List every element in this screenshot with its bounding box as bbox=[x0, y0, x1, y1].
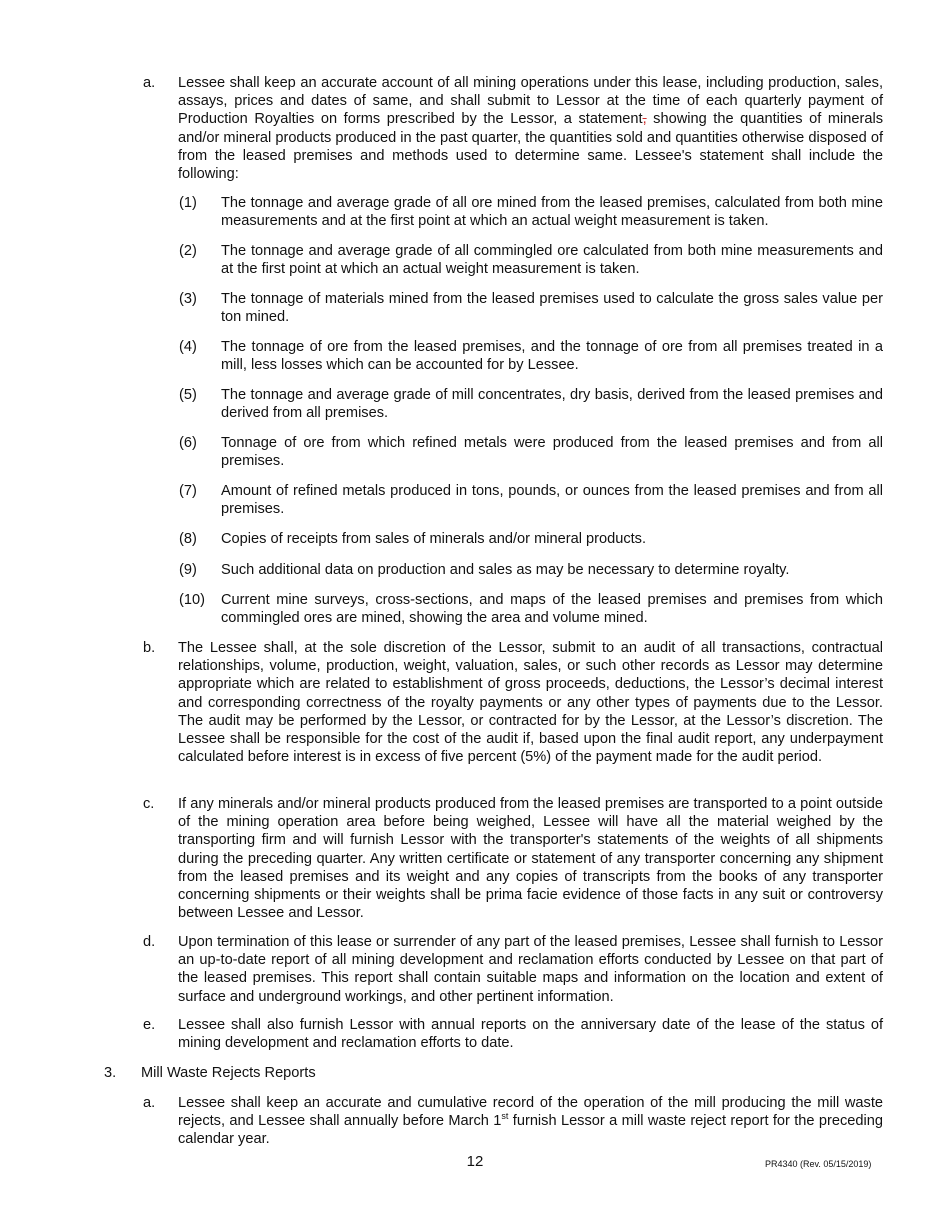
subitem-text: Tonnage of ore from which refined metals were produced from the leased premises and from all premises. bbox=[221, 435, 883, 470]
item-label-e: e. bbox=[143, 1017, 156, 1033]
section-number: 3. bbox=[104, 1065, 117, 1081]
subitem-text: The tonnage of materials mined from the leased premises used to calculate the gross sales value per ton mined. bbox=[221, 291, 883, 326]
paragraph-d: Upon termination of this lease or surrender of any part of the leased premises, Lessee shall furnish to Lessor an up-to-date report of all mining development and reclamation efforts conducted by Lessee on that part of the leased premises. This report shall contain suitable maps and information on the location and extent of surface and underground workings, and other pertinent information. bbox=[178, 934, 883, 1005]
paragraph-a-text-2: showing the quantities of minerals and/or mineral products produced in the past quarter, the quantities sold and quantities otherwise disposed of from the leased premises and methods used to determine same. Lessee's statement shall include the following: bbox=[178, 111, 883, 183]
subitem-number: (6) bbox=[179, 435, 197, 451]
subitem-text: The tonnage and average grade of all commingled ore calculated from both mine measurements and at the first point at which an actual weight measurement is taken. bbox=[221, 243, 883, 278]
paragraph-a-text-1: Lessee shall keep an accurate account of all mining operations under this lease, including production, sales, assays, prices and dates of same, and shall submit to Lessor at the time of each quarterly payment of Production Royalties on forms prescribed by the Lessor, a statement bbox=[178, 75, 883, 128]
subitem-number: (3) bbox=[179, 291, 197, 307]
subitem-number: (8) bbox=[179, 531, 197, 547]
subitem-text: Amount of refined metals produced in tons, pounds, or ounces from the leased premises and from all premises. bbox=[221, 483, 883, 518]
item-label-a: a. bbox=[143, 75, 156, 91]
subitem-text: The tonnage and average grade of mill concentrates, dry basis, derived from the leased premises and derived from all premises. bbox=[221, 387, 883, 422]
subitem-number: (4) bbox=[179, 339, 197, 355]
subitem-number: (2) bbox=[179, 243, 197, 259]
item-label-3a: a. bbox=[143, 1095, 156, 1111]
subitem-number: (1) bbox=[179, 195, 197, 211]
subitem-number: (7) bbox=[179, 483, 197, 499]
item-label-b: b. bbox=[143, 640, 156, 656]
subitem-number: (10) bbox=[179, 592, 205, 608]
item-label-c: c. bbox=[143, 796, 155, 812]
form-revision: PR4340 (Rev. 05/15/2019) bbox=[765, 1159, 872, 1169]
paragraph-a bbox=[178, 74, 883, 183]
subitem-number: (5) bbox=[179, 387, 197, 403]
ordinal-superscript: st bbox=[501, 1111, 509, 1122]
subitem-number: (9) bbox=[179, 562, 197, 578]
struck-comma: , bbox=[642, 111, 647, 128]
paragraph-e: Lessee shall also furnish Lessor with annual reports on the anniversary date of the lease of the status of mining development and reclamation efforts to date. bbox=[178, 1017, 883, 1052]
subitem-text: The tonnage and average grade of all ore mined from the leased premises, calculated from both mine measurements and at the first point at which an actual weight measurement is taken. bbox=[221, 195, 883, 230]
subitem-text: Copies of receipts from sales of minerals and/or mineral products. bbox=[221, 531, 647, 547]
paragraph-b: The Lessee shall, at the sole discretion of the Lessor, submit to an audit of all transactions, contractual relationships, volume, production, weight, valuation, sales, or such other records as Lessor may determine appropriate which are related to establishment of gross proceeds, deductions, the Lessor’s decimal interest and corresponding correctness of the royalty payments or any other types of payments due to the Lessor. The audit may be performed by the Lessor, or contracted for by the Lessor, at the Lessor’s discretion. The Lessee shall be responsible for the cost of the audit if, based upon the final audit report, any underpayment calculated before interest is in excess of five percent (5%) of the payment made for the audit period. bbox=[178, 640, 883, 766]
paragraph-3a-text-2: furnish Lessor a mill waste reject report for the preceding calendar year. bbox=[178, 1113, 884, 1148]
paragraph-c: If any minerals and/or mineral products produced from the leased premises are transported to a point outside of the mining operation area before being weighed, Lessee will have all the material weighed by the transporting firm and will furnish Lessor with the transporter's statements of the weights of all shipments during the preceding quarter. Any written certificate or statement of any transporter concerning any shipment from the leased premises and its weight and any copies of transcripts from the books of any transporter concerning shipments or their weights shall be prima facie evidence of those facts in any suit or controversy between Lessee and Lessor. bbox=[178, 796, 883, 922]
paragraph-3a-text-1: Lessee shall keep an accurate and cumulative record of the operation of the mill producing the mill waste rejects, and Lessee shall annually before March 1 bbox=[178, 1095, 883, 1130]
item-label-d: d. bbox=[143, 934, 156, 950]
subitem-text: Current mine surveys, cross-sections, and maps of the leased premises and premises from which commingled ores are mined, showing the area and volume mined. bbox=[221, 592, 883, 627]
section-heading: Mill Waste Rejects Reports bbox=[141, 1065, 316, 1081]
subitem-text: The tonnage of ore from the leased premises, and the tonnage of ore from all premises treated in a mill, less losses which can be accounted for by Lessee. bbox=[221, 339, 883, 374]
subitem-text: Such additional data on production and sales as may be necessary to determine royalty. bbox=[221, 562, 790, 578]
paragraph-3a bbox=[178, 1094, 883, 1149]
page-number: 12 bbox=[466, 1153, 484, 1170]
